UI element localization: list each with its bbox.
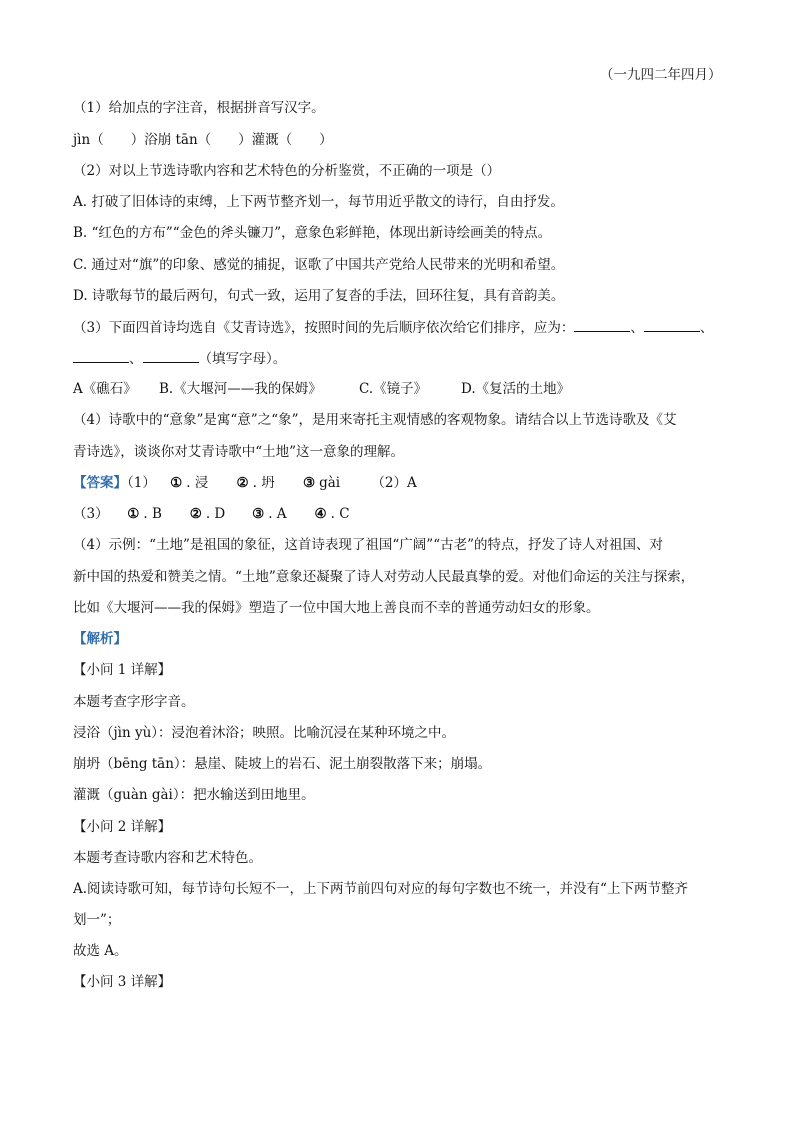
answer-q1-prefix: （1） <box>127 475 156 491</box>
q2-prompt: （2）对以上节选诗歌内容和艺术特色的分析鉴赏，不正确的一项是（） <box>73 163 501 179</box>
answer-q4-line-2: 新中国的热爱和赞美之情。“土地”意象还凝聚了诗人对劳动人民最真挚的爱。对他们命运的关注与探索， <box>73 569 695 585</box>
analysis-line: 故选 A。 <box>73 943 128 959</box>
separator: 、 <box>630 320 644 336</box>
analysis-line: 浸浴（jìn yù）：浸泡着沐浴；映照。比喻沉浸在某种环境之中。 <box>73 725 456 741</box>
analysis-label: 【解析】 <box>73 631 127 647</box>
separator: 、 <box>129 351 143 367</box>
q2-option-b: B. “红色的方布”“金色的斧头镰刀”，意象色彩鲜艳，体现出新诗绘画美的特点。 <box>73 225 552 241</box>
analysis-line: A.阅读诗歌可知，每节诗句长短不一，上下两节前四句对应的每句字数也不统一，并没有“上下两节整齐 <box>73 881 688 897</box>
circled-3: ③ <box>252 506 265 522</box>
circled-1: ① <box>170 475 183 491</box>
analysis-line: 崩坍（bēng tān）：悬崖、陡坡上的岩石、泥土崩裂散落下来；崩塌。 <box>73 756 492 772</box>
q3-prompt-cont <box>73 349 286 368</box>
answer-row-2 <box>73 505 350 523</box>
analysis-line: 划一”； <box>73 912 121 928</box>
q3-option-c: C.《镜子》 <box>359 381 428 397</box>
q1-prompt: （1）给加点的字注音，根据拼音写汉字。 <box>73 100 325 116</box>
analysis-line: 灌溉（guàn gài）：把水输送到田地里。 <box>73 787 315 803</box>
analysis-line: 本题考查字形字音。 <box>73 694 195 710</box>
answer-q3-prefix: （3） <box>73 506 109 522</box>
answer-q4-line-3: 比如《大堰河——我的保姆》塑造了一位中国大地上善良而不幸的普通劳动妇女的形象。 <box>73 600 600 616</box>
q3-option-d: D.《复活的土地》 <box>461 381 571 397</box>
answer-blank-4 <box>143 349 199 363</box>
analysis-line: 本题考查诗歌内容和艺术特色。 <box>73 850 262 866</box>
answer-q3-item-2: . D <box>205 506 226 522</box>
q3-prompt-text: （3）下面四首诗均选自《艾青诗选》，按照时间的先后顺序依次给它们排序，应为： <box>73 320 575 336</box>
answer-row-1 <box>73 474 417 492</box>
q4-prompt: （4）诗歌中的“意象”是寓“意”之“象”，是用来寄托主观情感的客观物象。请结合以上节选诗歌及《艾 <box>73 412 677 428</box>
q3-options <box>73 380 570 398</box>
q3-prompt <box>73 318 713 337</box>
q3-prompt-tail: （填写字母）。 <box>198 351 287 367</box>
q2-option-d: D. 诗歌每节的最后两句，句式一致，运用了复沓的手法，回环往复，具有音韵美。 <box>73 288 565 304</box>
q1-items: jìn（ ）浴崩 tān（ ）灌溉（ ） <box>73 132 333 148</box>
answer-q2: （2）A <box>371 475 417 491</box>
separator: 、 <box>699 320 714 336</box>
q3-option-b: B.《大堰河——我的保姆》 <box>159 381 322 397</box>
answer-blank-1 <box>574 318 630 332</box>
q2-option-c: C. 通过对“旗”的印象、感觉的捕捉，讴歌了中国共产党给人民带来的光明和希望。 <box>73 257 565 273</box>
answer-q1-item-3: gài <box>319 475 341 491</box>
answer-q1-item-1: . 浸 <box>186 475 209 491</box>
answer-q1-item-2: . 坍 <box>252 475 275 491</box>
circled-1: ① <box>127 506 140 522</box>
q4-prompt-cont: 青诗选》，谈谈你对艾青诗歌中“土地”这一意象的理解。 <box>73 444 405 460</box>
q2-option-a: A. 打破了旧体诗的束缚，上下两节整齐划一，每节用近乎散文的诗行，自由抒发。 <box>73 194 564 210</box>
answer-label: 【答案】 <box>73 475 127 491</box>
answer-blank-3 <box>73 349 129 363</box>
answer-q3-item-1: . B <box>143 506 162 522</box>
circled-4: ④ <box>314 506 327 522</box>
analysis-heading-1: 【小问 1 详解】 <box>73 662 172 678</box>
poem-date: （一九四二年四月） <box>600 67 722 83</box>
answer-q3-item-4: . C <box>330 506 350 522</box>
q3-option-a: A《礁石》 <box>73 381 137 397</box>
answer-q3-item-3: . A <box>268 506 287 522</box>
answer-blank-2 <box>644 318 700 332</box>
circled-3: ③ <box>302 475 316 491</box>
circled-2: ② <box>236 475 249 491</box>
analysis-heading-3: 【小问 3 详解】 <box>73 974 172 990</box>
analysis-heading-2: 【小问 2 详解】 <box>73 819 172 835</box>
circled-2: ② <box>189 506 202 522</box>
answer-q4-line-1: （4）示例：“土地”是祖国的象征，这首诗表现了祖国“广阔”“古老”的特点，抒发了诗人对祖国、对 <box>73 537 663 553</box>
